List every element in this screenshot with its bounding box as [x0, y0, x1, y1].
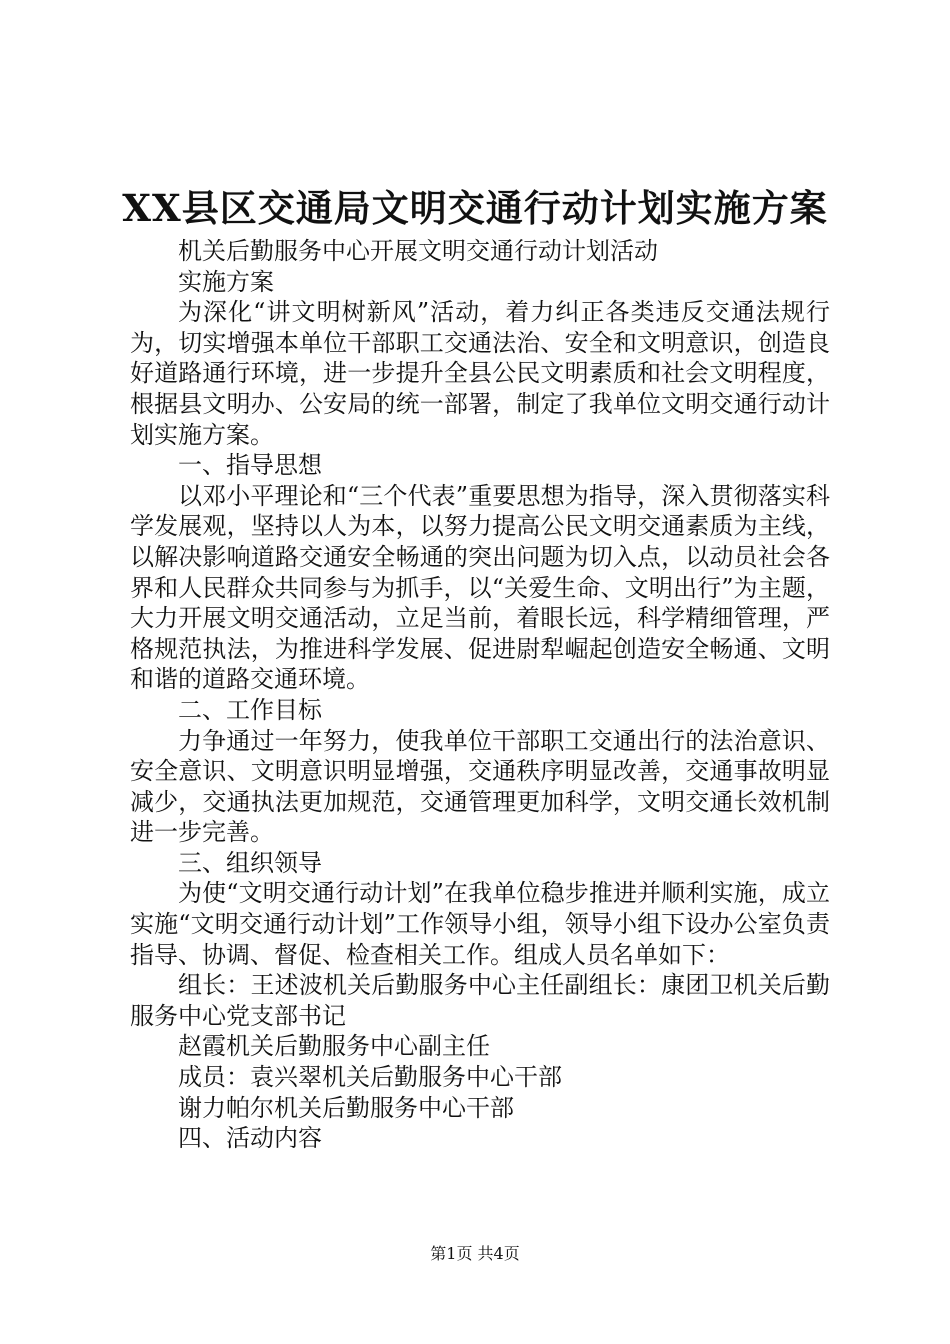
document-title: XX县区交通局文明交通行动计划实施方案 — [122, 186, 828, 230]
paragraph-6: 为使“文明交通行动计划”在我单位稳步推进并顺利实施，成立实施“文明交通行动计划”工作领导小组，领导小组下设办公室负责指导、协调、督促、检查相关工作。组成人员名单如下： — [130, 879, 830, 969]
page-footer: 第1页 共4页 — [430, 1244, 520, 1263]
section-heading-1: 一、指导思想 — [178, 451, 322, 480]
paragraph-4: 以邓小平理论和“三个代表”重要思想为指导，深入贯彻落实科学发展观，坚持以人为本，以努力提高公民文明交通素质为主线，以解决影响道路交通安全畅通的突出问题为切入点，以动员社会各界和人民群众共同参与为抓手，以“关爱生命、文明出行”为主题，大力开展文明交通活动，立足当前，着眼长远，科学精细管理，严格规范执法，为推进科学发展、促进尉犁崛起创造安全畅通、文明和谐的道路交通环境。 — [130, 481, 830, 694]
paragraph-9: 成员：袁兴翠机关后勤服务中心干部 — [178, 1063, 562, 1092]
paragraph-7: 组长：王述波机关后勤服务中心主任副组长：康团卫机关后勤服务中心党支部书记 — [130, 971, 830, 1030]
paragraph-1: 机关后勤服务中心开展文明交通行动计划活动 — [178, 237, 658, 265]
section-heading-3: 三、组织领导 — [178, 848, 322, 877]
paragraph-10: 谢力帕尔机关后勤服务中心干部 — [178, 1093, 514, 1122]
paragraph-3: 为深化“讲文明树新风”活动，着力纠正各类违反交通法规行为，切实增强本单位干部职工交通法治、安全和文明意识，创造良好道路通行环境，进一步提升全县公民文明素质和社会文明程度，根据县文明办、公安局的统一部署，制定了我单位文明交通行动计划实施方案。 — [130, 298, 830, 449]
section-heading-2: 二、工作目标 — [178, 695, 322, 724]
section-heading-4: 四、活动内容 — [178, 1124, 322, 1153]
paragraph-2: 实施方案 — [178, 267, 274, 296]
document-body — [130, 236, 830, 1154]
paragraph-8: 赵霞机关后勤服务中心副主任 — [178, 1032, 490, 1061]
paragraph-5: 力争通过一年努力，使我单位干部职工交通出行的法治意识、安全意识、文明意识明显增强，交通秩序明显改善，交通事故明显减少，交通执法更加规范，交通管理更加科学，文明交通长效机制进一步完善。 — [130, 726, 830, 847]
